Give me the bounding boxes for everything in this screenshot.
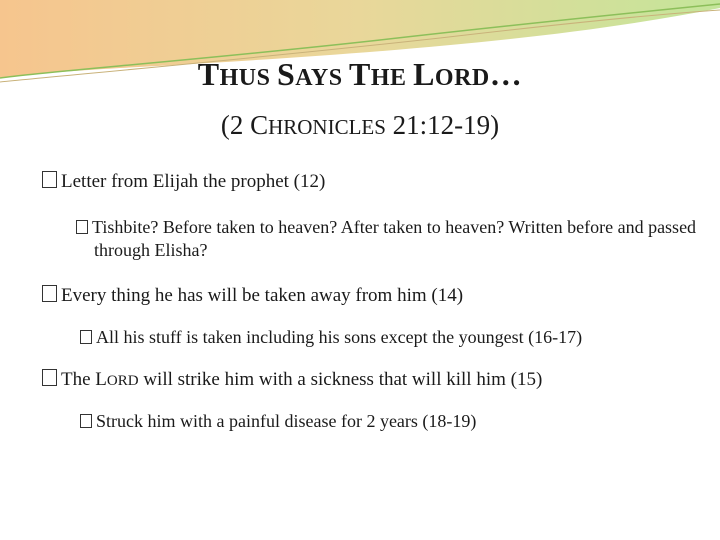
slide-subtitle: (2 CHRONICLES 21:12-19) (220, 110, 500, 140)
bullet-box-icon (80, 414, 92, 428)
bullet-3-sub-1: Struck him with a painful disease for 2 years (18-19) (80, 410, 700, 433)
bullet-box-icon (42, 171, 57, 188)
bullet-box-icon (42, 369, 57, 386)
bullet-2: Every thing he has will be taken away from him (14) (42, 284, 692, 309)
bullet-1: Letter from Elijah the prophet (12) (42, 170, 692, 195)
bullet-3: The LORD will strike him with a sickness that will kill him (15) (42, 368, 702, 393)
slide-title: THUS SAYS THE LORD… (197, 56, 523, 92)
bullet-box-icon (42, 285, 57, 302)
bullet-box-icon (80, 330, 92, 344)
bullet-2-sub-1: All his stuff is taken including his sons except the youngest (16-17) (80, 326, 700, 349)
bullet-box-icon (76, 220, 88, 234)
bullet-1-sub-1: Tishbite? Before taken to heaven? After taken to heaven? Written before and passed through Elisha? (76, 216, 704, 263)
